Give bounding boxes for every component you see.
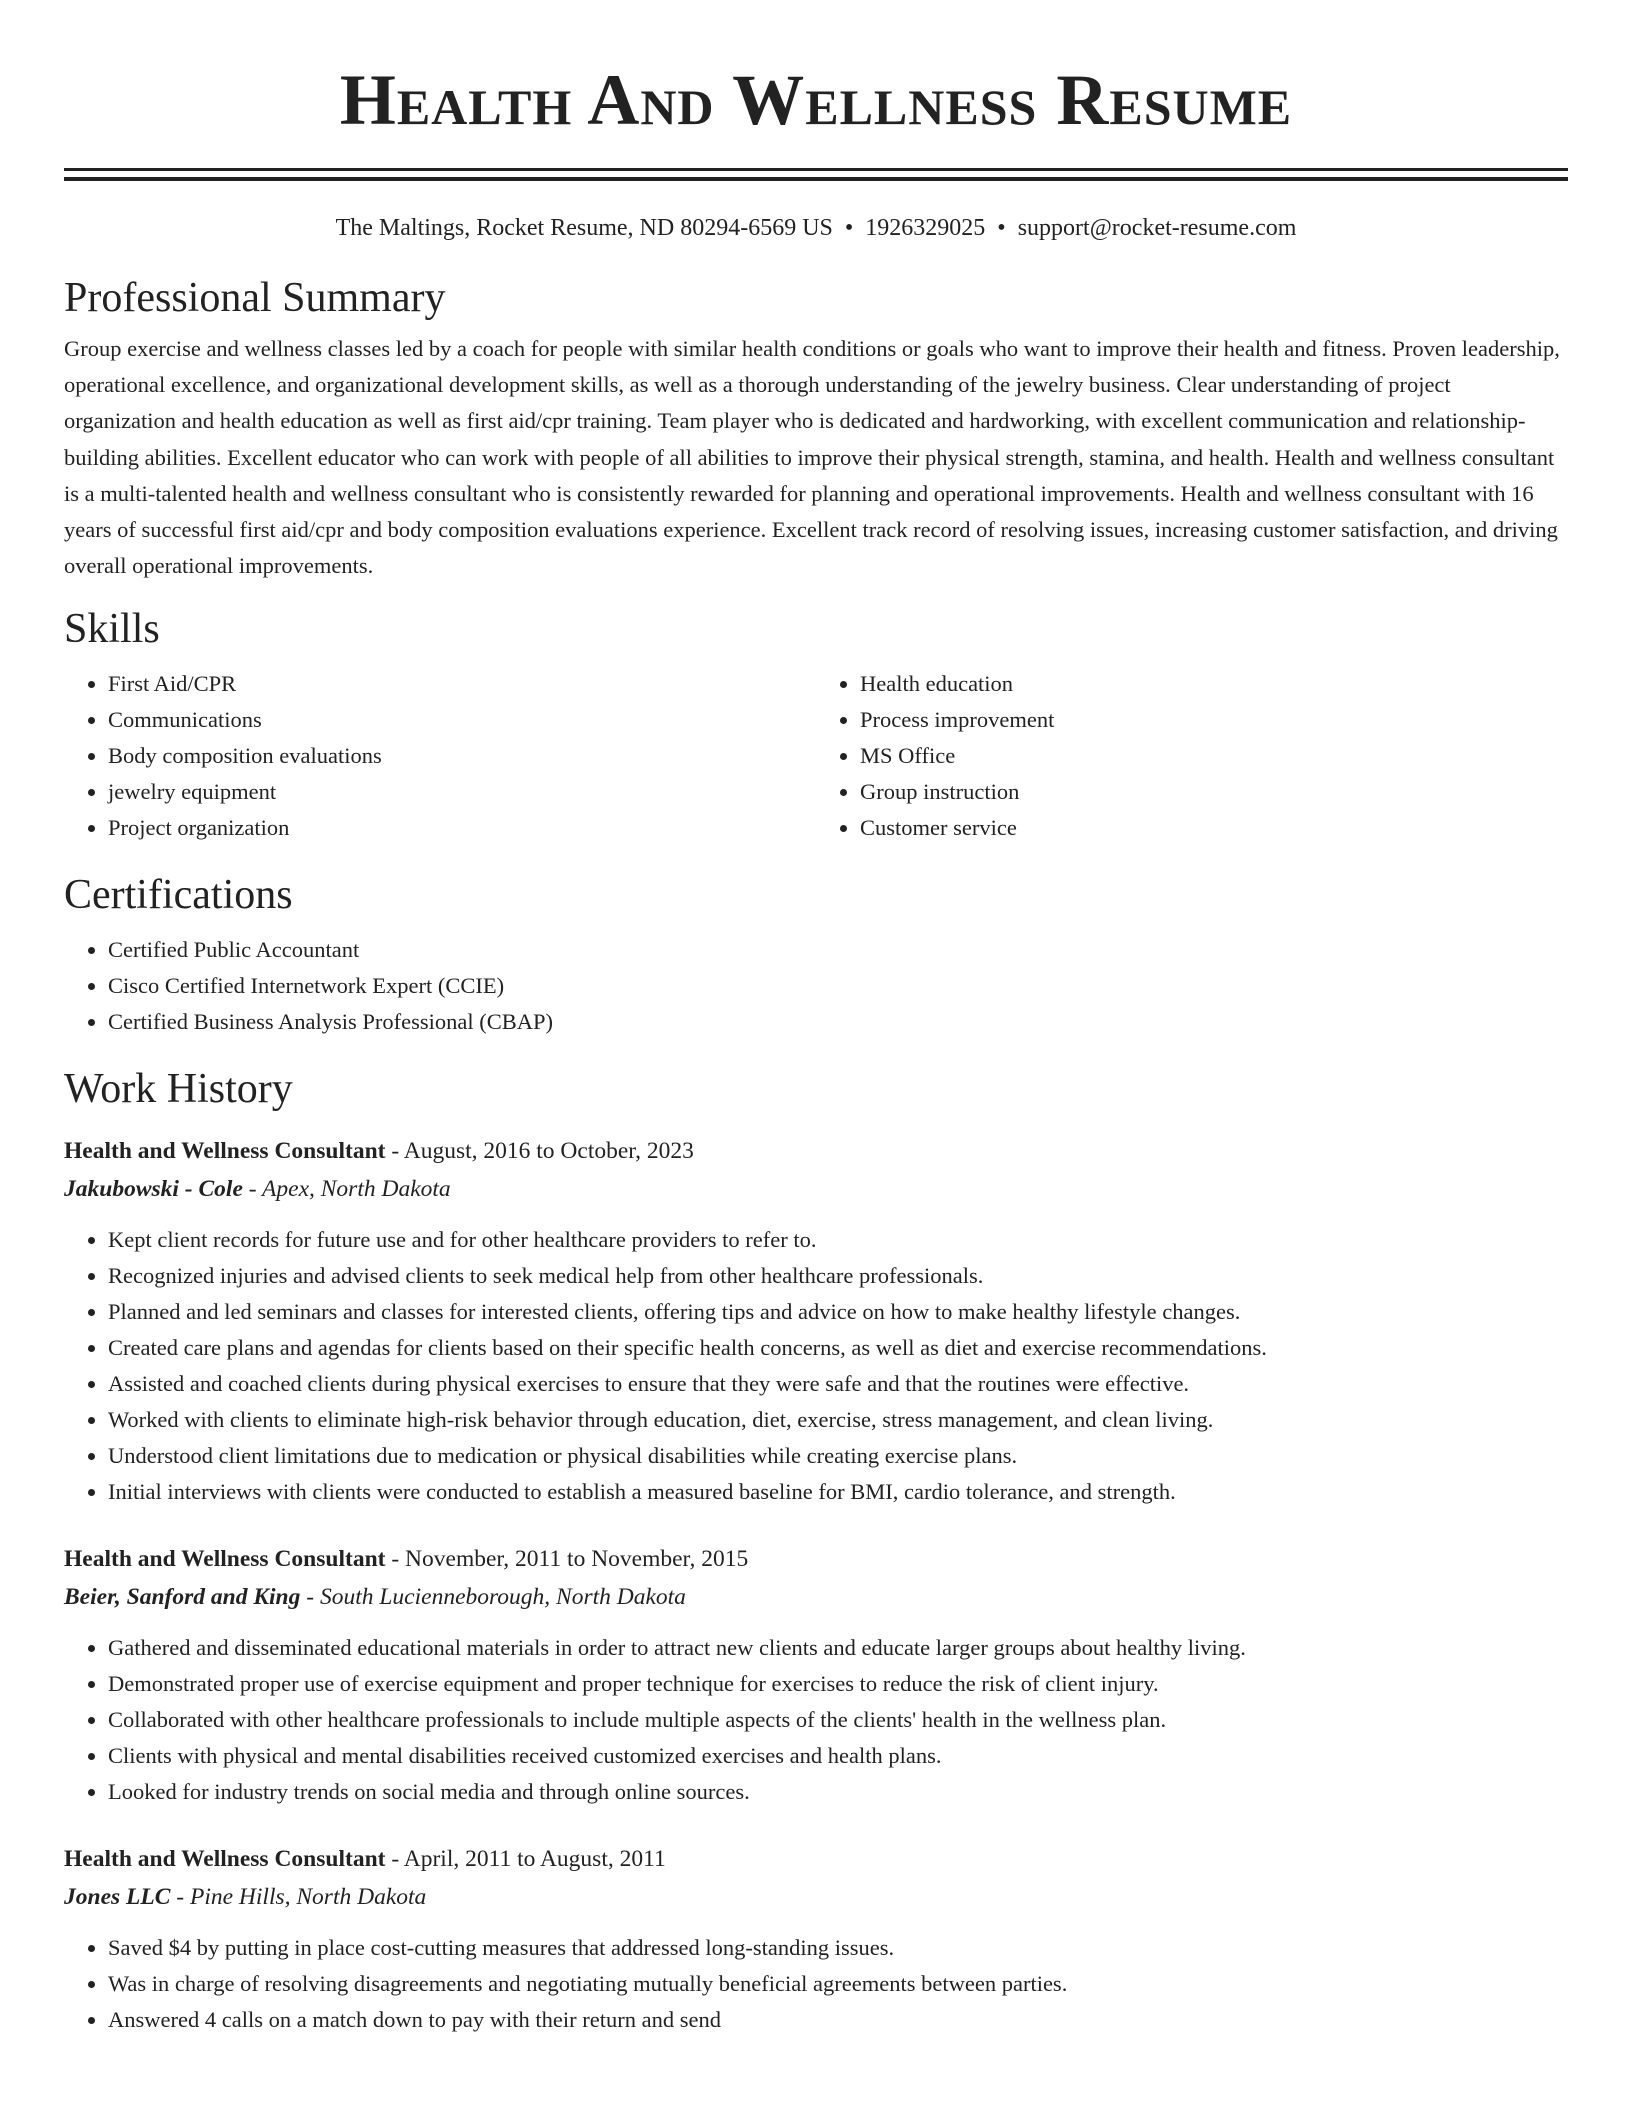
job-duty: • Worked with clients to eliminate high-risk behavior through education, diet, exercise, stress management, and clean living. [108, 1402, 1568, 1438]
contact-line [64, 213, 1568, 243]
job-duty: • Recognized injuries and advised clients to seek medical help from other healthcare professionals. [108, 1258, 1568, 1294]
job-company-line [64, 1878, 1568, 1916]
job-company-line [64, 1578, 1568, 1616]
job-duty: • Gathered and disseminated educational materials in order to attract new clients and educate larger groups about healthy living. [108, 1630, 1568, 1666]
job-duty: • Created care plans and agendas for clients based on their specific health concerns, as well as diet and exercise recommendations. [108, 1330, 1568, 1366]
skill-item: • Process improvement [860, 702, 1568, 738]
job-duty: • Initial interviews with clients were conducted to establish a measured baseline for BMI, cardio tolerance, and strength. [108, 1474, 1568, 1510]
contact-separator: • [844, 215, 854, 241]
job-duty: • Clients with physical and mental disabilities received customized exercises and health plans. [108, 1738, 1568, 1774]
job-title-line [64, 1132, 1568, 1170]
certifications-heading: Certifications [64, 872, 293, 919]
job-duty: • Planned and led seminars and classes for interested clients, offering tips and advice on how to make healthy lifestyle changes. [108, 1294, 1568, 1330]
job-company: Jones LLC [64, 1884, 171, 1911]
job-title: Health and Wellness Consultant [64, 1546, 386, 1573]
job-dates: - April, 2011 to August, 2011 [385, 1846, 666, 1873]
skills-list-right [816, 666, 1568, 846]
job-title-line [64, 1540, 1568, 1578]
certification-item: • Certified Public Accountant [108, 932, 1568, 968]
job-duty: • Was in charge of resolving disagreements and negotiating mutually beneficial agreements between parties. [108, 1966, 1568, 2002]
job-duty: • Demonstrated proper use of exercise equipment and proper technique for exercises to reduce the risk of client injury. [108, 1666, 1568, 1702]
title-divider-bottom [64, 177, 1568, 181]
job-duty: • Understood client limitations due to medication or physical disabilities while creating exercise plans. [108, 1438, 1568, 1474]
certification-item: • Certified Business Analysis Professional (CBAP) [108, 1004, 1568, 1040]
job-location: - Apex, North Dakota [242, 1176, 451, 1203]
contact-address: The Maltings, Rocket Resume, ND 80294-6569 US [335, 215, 833, 241]
job-title: Health and Wellness Consultant [64, 1138, 386, 1165]
job-location: - South Lucienneborough, North Dakota [300, 1584, 686, 1611]
job-duty: • Collaborated with other healthcare professionals to include multiple aspects of the clients' health in the wellness plan. [108, 1702, 1568, 1738]
job-duty: • Answered 4 calls on a match down to pay with their return and send [108, 2002, 1568, 2038]
skill-item: • jewelry equipment [108, 774, 816, 810]
job-entry [64, 1540, 1568, 1810]
job-dates: - August, 2016 to October, 2023 [385, 1138, 694, 1165]
job-entry [64, 1840, 1568, 2038]
job-title-line [64, 1840, 1568, 1878]
summary-heading: Professional Summary [64, 275, 446, 321]
skill-item: • Body composition evaluations [108, 738, 816, 774]
contact-separator: • [997, 215, 1006, 241]
job-duties [64, 1630, 1568, 1810]
job-dates: - November, 2011 to November, 2015 [385, 1546, 749, 1573]
job-entry [64, 1132, 1568, 1510]
skill-item: • Customer service [860, 810, 1568, 846]
job-duty: • Assisted and coached clients during physical exercises to ensure that they were safe and that the routines were effective. [108, 1366, 1568, 1402]
skill-item: • MS Office [860, 738, 1568, 774]
job-company-line [64, 1170, 1568, 1208]
resume-title: Health And Wellness Resume [339, 60, 1293, 140]
skill-item: • Project organization [108, 810, 816, 846]
certifications-list [64, 932, 1568, 1040]
job-duties [64, 1930, 1568, 2038]
skills-columns [64, 666, 1568, 846]
skill-item: • First Aid/CPR [108, 666, 816, 702]
skill-item: • Group instruction [860, 774, 1568, 810]
job-company: Beier, Sanford and King [64, 1584, 301, 1611]
skills-list-left [64, 666, 816, 846]
job-duty: • Kept client records for future use and for other healthcare providers to refer to. [108, 1222, 1568, 1258]
certification-item: • Cisco Certified Internetwork Expert (CCIE) [108, 968, 1568, 1004]
job-location: - Pine Hills, North Dakota [170, 1884, 427, 1911]
job-title: Health and Wellness Consultant [64, 1846, 386, 1873]
summary-text: Group exercise and wellness classes led by a coach for people with similar health conditions or goals who want to improve their health and fitness. Proven leadership, operational excellence, and organizational development skills, as well as a thorough understanding of the jewelry business. Clear understanding of project organization and health education as well as first aid/cpr training. Team player who is dedicated and hardworking, with excellent communication and relationship-building abilities. Excellent educator who can work with people of all abilities to improve their physical strength, stamina, and health. Health and wellness consultant is a multi-talented health and wellness consultant who is consistently rewarded for planning and operational improvements. Health and wellness consultant with 16 years of successful first aid/cpr and body composition evaluations experience. Excellent track record of resolving issues, increasing customer satisfaction, and driving overall operational improvements. [64, 336, 1560, 579]
skills-heading: Skills [64, 606, 160, 653]
title-divider-top [64, 168, 1568, 171]
skill-item: • Communications [108, 702, 816, 738]
job-duties [64, 1222, 1568, 1510]
job-duty: • Looked for industry trends on social media and through online sources. [108, 1774, 1568, 1810]
skill-item: • Health education [860, 666, 1568, 702]
job-duty: • Saved $4 by putting in place cost-cutting measures that addressed long-standing issues. [108, 1930, 1568, 1966]
job-company: Jakubowski - Cole [64, 1176, 243, 1203]
contact-email[interactable]: support@rocket-resume.com [1017, 215, 1297, 241]
work-history-heading: Work History [64, 1066, 293, 1113]
contact-phone: 1926329025 [865, 215, 986, 241]
